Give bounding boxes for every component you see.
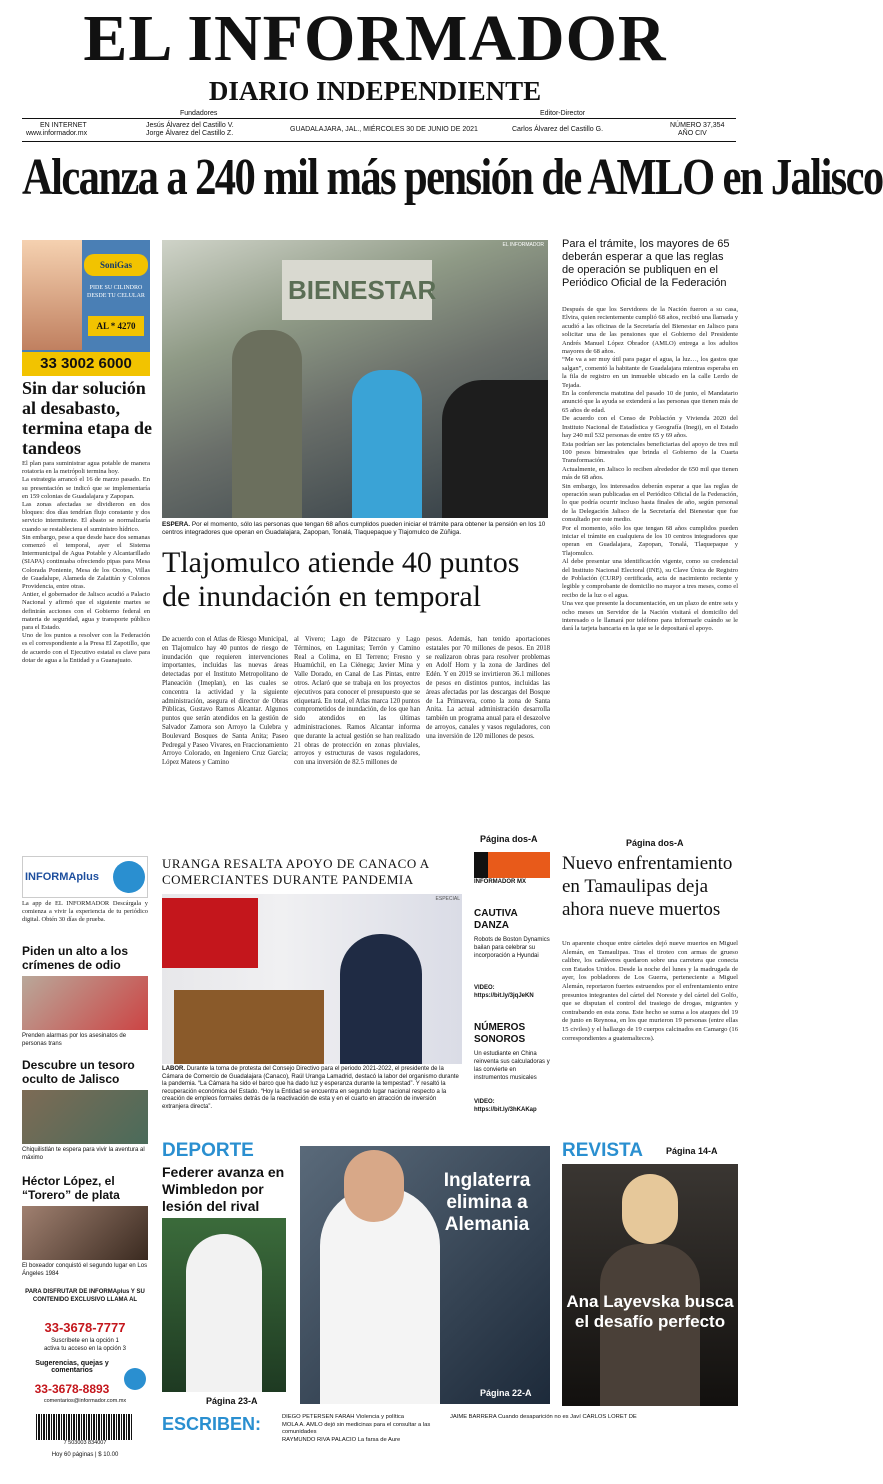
side-title-1[interactable]: Piden un alto a los crímenes de odio — [22, 944, 129, 972]
brief-video-2[interactable]: VIDEO: https://bit.ly/3hKAKap — [474, 1099, 537, 1113]
side-photo-1[interactable] — [22, 976, 148, 1030]
barcode-number: 7 503003 834007 — [30, 1440, 140, 1446]
ad-brand: SoniGas — [84, 254, 148, 276]
left-p2: La estrategia arrancó el 16 de marzo pasado. En su presentación se indicó que se implementaría en 159 colonias de Guadalajara y Zapopan. — [22, 476, 150, 500]
escriben-5[interactable]: CARLOS LORET DE — [582, 1414, 637, 1420]
tlajo-more[interactable]: Página dos-A — [480, 834, 538, 844]
caption-label: ESPERA. — [162, 521, 191, 528]
revista-headline[interactable]: Ana Layevska busca el desafío perfecto — [566, 1292, 734, 1331]
founder-2: Jorge Álvarez del Castillo Z. — [146, 130, 234, 137]
escriben-4[interactable]: JAIME BARRERA Cuando desaparición no es Javí — [450, 1414, 581, 1420]
right-p10: Una vez que presente la documentación, en un plazo de entre seis y ocho meses un Servidor de la Nación visitará el domicilio del interesado o le llamará por teléfono para informarle cuándo se le dará la tarjeta bancaria en la que se le depositará el apoyo. — [562, 600, 738, 633]
ad-photo — [22, 240, 82, 350]
right-story-lead[interactable]: Para el trámite, los mayores de 65 deberán esperar a que las reglas de operación se publiquen en el Periódico Oficial de la Federación — [562, 238, 730, 289]
brief-title-2[interactable]: NÚMEROS SONOROS — [474, 1022, 526, 1045]
uranga-credit: ESPECIAL — [435, 896, 460, 902]
logo-i — [474, 852, 488, 878]
side-photo-2[interactable] — [22, 1090, 148, 1144]
uranga-caption-label: LABOR. — [162, 1066, 185, 1072]
subscribe-phone[interactable]: 33-3678-7777 — [44, 1320, 126, 1335]
brief-body-1: Robots de Boston Dynamics bailan para celebrar su incorporación a Hyundai — [474, 937, 550, 959]
uranga-caption — [162, 1066, 462, 1112]
barcode — [36, 1414, 132, 1442]
side-caption-2: Chiquilistlán te espera para vivir la aventura al máximo — [22, 1147, 145, 1161]
informador-mx-logo[interactable] — [474, 852, 550, 878]
side-title-2[interactable]: Descubre un tesoro oculto de Jalisco — [22, 1058, 135, 1086]
main-photo-caption — [162, 521, 548, 537]
right-p4: De acuerdo con el Censo de Población y Vivienda 2020 del Instituto Nacional de Estadística y Geografía (Inegi), en el Estado hay 240 mil 532 personas de entre 65 y 69 años. — [562, 415, 738, 440]
place-date: GUADALAJARA, JAL., MIÉRCOLES 30 DE JUNIO DE 2021 — [290, 126, 478, 133]
subscribe-title: PARA DISFRUTAR DE INFORMAplus Y SU CONTENIDO EXCLUSIVO LLAMA AL — [25, 1289, 145, 1303]
uranga-photo[interactable] — [162, 894, 462, 1064]
bienestar-sign: BIENESTAR — [282, 260, 432, 320]
phone-icon — [124, 1368, 146, 1390]
revista-photo[interactable] — [562, 1164, 738, 1406]
banner-red — [162, 898, 258, 968]
federer-figure — [186, 1234, 262, 1392]
sonigas-ad[interactable] — [22, 240, 150, 376]
escriben-2[interactable]: MOLA A. AMLO dejó sin medicinas para el consultar a las comunidades — [282, 1421, 431, 1435]
editor-label: Editor-Director — [540, 110, 586, 117]
left-p6: Uno de los puntos a resolver con la Federación es el correspondiente a la Presa El Zapotillo, que de acuerdo con el Ejecutivo estatal es clave para dotar de agua a la Entidad y a Guanajuato. — [22, 632, 150, 664]
england-more[interactable]: Página 22-A — [480, 1388, 532, 1398]
person-2 — [352, 370, 422, 518]
web-label: EN INTERNET — [40, 122, 87, 129]
caption-text: Por el momento, sólo las personas que tengan 68 años cumplidos pueden iniciar el trámite para obtener la pensión en los 10 centros integradores que operan en Guadalajara, Zapopan, Tonalá, Tlaquepaque y Tlajomulco de Zúñiga. — [162, 521, 546, 536]
federer-more[interactable]: Página 23-A — [206, 1396, 258, 1406]
escriben-1[interactable]: DIEGO PETERSEN FARAH Violencia y política — [282, 1414, 404, 1420]
escriben-col-1 — [282, 1414, 432, 1444]
founder-1: Jesús Álvarez del Castillo V. — [146, 122, 234, 129]
left-p1: El plan para suministrar agua potable de manera rotatoria en la metrópoli termina hoy. — [22, 460, 150, 476]
info-bar — [22, 118, 736, 142]
england-headline[interactable]: Inglaterra elimina a Alemania — [443, 1170, 531, 1235]
right-story-more[interactable]: Página dos-A — [626, 838, 684, 848]
right-p9: Al debe presentar una identificación vigente, como su credencial del Instituto Nacional Electoral (INE), su Clave Única de Registro de Población (CURP) certificada, acta de nacimiento reciente y legible y comprobante de domicilio no mayor a tres meses, como el recibo de la luz o el agua. — [562, 558, 738, 599]
escriben-label: ESCRIBEN: — [162, 1414, 262, 1434]
podium — [174, 990, 324, 1064]
left-story-body — [22, 460, 150, 665]
tlajo-col-3: pesos. Además, han tenido aportaciones estatales por 70 millones de pesos. En 2018 se realizaron obras para resolver problemas en Adolf Horn y la zona de Jardines del Edén. Y en 2019 se invirtieron 36.1 millones de pesos en distintos puntos, incluidas las áreas afectadas por las descargas del Bosque de La Primavera, como la zona de Santa Anita. La actual administración desarrolla también un programa anual para el desazolve de arroyos, canales y vasos reguladores, con una inversión de 120 millones de pesos. — [426, 636, 550, 740]
side-photo-3[interactable] — [22, 1206, 148, 1260]
masthead-subtitle: DIARIO INDEPENDIENTE — [208, 76, 542, 106]
left-p3: Las zonas afectadas se dividieron en dos bloques: dos días tendrían flujo constante y dos servicio intermitente. El abasto se normalizaría cuando se restableciera el suministro hídrico. — [22, 501, 150, 533]
right-p3: En la conferencia matutina del pasado 10 de junio, el Mandatario anunció que la ayuda se extenderá a las personas que tienen más de 65 años de edad. — [562, 390, 738, 414]
ad-price: AL * 4270 — [88, 316, 144, 336]
deporte-label: DEPORTE — [162, 1140, 254, 1161]
brief-video-1[interactable]: VIDEO: https://bit.ly/3jqJeKN — [474, 985, 534, 999]
right-p6: Actualmente, en Jalisco lo reciben alrededor de 650 mil que tienen más de 68 años. — [562, 465, 738, 482]
contact-email[interactable]: comentarios@informador.com.mx — [43, 1398, 127, 1404]
tlajo-col-2: al Vivero; Lago de Pátzcuaro y Lago Términos, en Lagunitas; Terrón y Camino Real a Colima, en El Terreno; Fresno y Huamúchil, en La Ciénega; Javier Mina y Valle Dorado, en Canal de Las Pintas, entre otros. Aclaró que se trabaja en los proyectos ejecutivos para conocer el presupuesto que se etiquetará. En total, el Atlas marca 120 puntos comprometidos de inundación, de los que han sido atendidos en las últimas administraciones. Ramos Alcantar informa que durante la actual gestión se han realizado 21 obras de protección en zonas pluviales, arroyos y estructuras de vasos reguladores, con una inversión de 82.5 millones de — [294, 636, 420, 767]
right-p1: Después de que los Servidores de la Nación fueron a su casa, Elvira, quien recientemente cumplió 68 años, recibió una llamada y acudió a las oficinas de la Secretaría del Bienestar en Jalisco para solicitar una de las pensiones que el Gobierno del Presidente Andrés Manuel López Obrador (AMLO) entrega a los adultos mayores de 68 años. — [562, 306, 738, 356]
masthead-title: EL INFORMADOR — [83, 2, 667, 75]
ad-phone: 33 3002 6000 — [22, 352, 150, 376]
right-p7: Sin embargo, los interesados deberán esperar a que las reglas de operación sean publicadas en el Periódico Oficial de la Federación, lo que podría ocurrir incluso hasta finales de año, según personal de la Delegación Jalisco de la Secretaría del Bienestar que fue consultado por este medio. — [562, 482, 738, 524]
side-caption-3: El boxeador conquistó el segundo lugar en Los Ángeles 1984 — [22, 1263, 148, 1277]
tamaulipas-body: Un aparente choque entre cárteles dejó nueve muertos en Miguel Alemán, en Tamaulipas. Tras el tiroteo con armas de grueso calibre, los cadáveres quedaron sobre una carretera que conecta con Estados Unidos. Desde la noche del lunes y la madrugada de ayer, los pobladores de Los Guerra, perteneciente a Miguel Alemán, reportaron fuertes estruendos por el enfrentamiento entre presuntos integrantes del cártel del Noreste y del cártel del Golfo, que se disputan el control del trasiego de drogas, migrantes y contrabando en esta zona. Este hecho se suma a los ataques del 19 de junio en Reynosa, en los que murieron 19 personas (entre ellas 15 civiles) y el hallazgo de 19 cuerpos calcinados en Camargo (16 correspondientes a guatemaltecos). — [562, 940, 738, 1042]
informaplus-title: INFORMAplus — [25, 871, 99, 883]
person-3 — [442, 380, 548, 518]
right-story-body — [562, 306, 738, 634]
escriben-col-2 — [450, 1414, 690, 1422]
tlajo-col-1: De acuerdo con el Atlas de Riesgo Municipal, en Tlajomulco hay 40 puntos de riesgo de inundación que requieren intervenciones importantes, incluidas las nuevas áreas detectadas por el Instituto Metropolitano de Planeación (Imeplan), en las cuales se concentra la actividad y la siguiente administración, asegura el director de Obras Públicas, Gustavo Ramos Alcantar. Algunos puntos que serán atendidos en la gestión de Salvador Zamora son Arroyo la Culebra y Boulevard Bosques de Santa Anita; Paseo Pedregal y Paseo Vivares, en Fraccionamiento Arroyo Colorado, en Ingeniero Cruz García; López Mateos y Camino — [162, 636, 288, 767]
left-p4: Sin embargo, pese a que desde hace dos semanas comenzó el temporal, ayer el Sistema Intermunicipal de Agua Potable y Alcantarillado (SIAPA) continuaba ofreciendo pipas para Mesa Colorada Poniente, Mesa de los Ocotes, Villas de Guadalupe, Alameda de Zalatitán y Colonos Providencia, entre otras. — [22, 533, 150, 591]
left-story-title[interactable]: Sin dar solución al desabasto, termina etapa de tandeos — [22, 378, 152, 458]
informaplus-text: La app de EL INFORMADOR Descárgala y comienza a vivir la experiencia de tu periódico digital. Obtén 30 días de prueba. — [22, 900, 148, 923]
federer-headline[interactable]: Federer avanza en Wimbledon por lesión del rival — [162, 1164, 285, 1214]
brief-title-1[interactable]: CAUTIVA DANZA — [474, 908, 518, 931]
web-url[interactable]: www.informador.mx — [26, 130, 88, 137]
uranga-caption-text: Durante la toma de protesta del Consejo Directivo para el periodo 2021-2022, el presidente de la Cámara de Comercio de Guadalajara (Canaco), Raúl Uranga Lamadrid, destacó la labor del organismo durante la pandemia. “La Cámara ha sido el barco que ha dado luz y esperanza durante la tempestad”. Y resaltó la recuperación económica del Estado. “Hoy la Entidad se encuentra en segundo lugar nacional respecto a la creación de empleos formales detrás de la reactivación de esta y en el cuarto en atracción de inversión extranjera directa”. — [162, 1066, 459, 1110]
informador-mx-text: INFORMADOR MX — [474, 879, 526, 885]
right-p8: Por el momento, sólo los que tengan 68 años cumplidos pueden iniciar el trámite en cualquiera de los 10 centros integradores que operan en Guadalajara, Zapopan, Tonalá, Tlaquepaque y Tlajomulco. — [562, 524, 738, 557]
right-p2: “Me va a ser muy útil para pagar el agua, la luz…, los gastos que salgan”, comentó la habitante de Guadalajara mientras esperaba en la fila de registro en un inmueble ubicado en la calle Lerdo de Tejada. — [562, 356, 738, 389]
suggestions-phone[interactable]: 33-3678-8893 — [34, 1382, 110, 1396]
revista-label: REVISTA — [562, 1140, 643, 1161]
main-photo[interactable] — [162, 240, 548, 518]
person-1 — [232, 330, 302, 518]
editor-name: Carlos Álvarez del Castillo G. — [512, 126, 604, 133]
app-icon — [113, 861, 145, 893]
federer-photo[interactable] — [162, 1218, 286, 1392]
subscribe-line-2: activa tu acceso en la opción 3 — [43, 1346, 127, 1352]
escriben-3[interactable]: RAYMUNDO RIVA PALACIO La farsa de Aure — [282, 1436, 401, 1443]
tlajo-title[interactable]: Tlajomulco atiende 40 puntos de inundación en temporal — [162, 546, 520, 613]
photo-credit: EL INFORMADOR — [502, 242, 544, 248]
subscribe-line-1: Suscríbete en la opción 1 — [51, 1338, 119, 1344]
main-headline[interactable]: Alcanza a 240 mil más pensión de AMLO en Jalisco — [22, 149, 883, 206]
left-p5: Antier, el gobernador de Jalisco acudió a Palacio Nacional y afirmó que el siguiente martes se definirán acciones con el Gobierno federal en materia de seguridad, agua y transporte público para el Estado. — [22, 591, 150, 632]
speaker — [340, 934, 422, 1064]
tamaulipas-title[interactable]: Nuevo enfrentamiento en Tamaulipas deja ahora nueve muertos — [562, 853, 733, 920]
side-caption-1: Prenden alarmas por los asesinatos de personas trans — [22, 1033, 127, 1047]
issue-number: NÚMERO 37,354 — [670, 122, 725, 129]
founders-label: Fundadores — [180, 110, 218, 117]
informaplus-box[interactable] — [22, 856, 148, 898]
issue-year: AÑO CIV — [678, 130, 707, 137]
right-p5: Esta podrían ser las potenciales beneficiarias del apoyo de tres mil 100 pesos bimestrales que brinda el Gobierno de la Cuarta Transformación. — [562, 440, 738, 465]
side-title-3[interactable]: Héctor López, el “Torero” de plata — [22, 1174, 120, 1202]
ad-text: PIDE SU CILINDRO DESDE TU CELULAR — [87, 285, 145, 299]
kane-head — [344, 1150, 404, 1222]
brief-body-2: Un estudiante en China reinventa sus calculadoras y las convierte en instrumentos musicales — [474, 1051, 550, 1081]
uranga-title[interactable]: URANGA RESALTA APOYO DE CANACO A COMERCIANTES DURANTE PANDEMIA — [162, 856, 429, 887]
issue-price: Hoy 60 páginas | $ 10.00 — [51, 1452, 119, 1458]
revista-more[interactable]: Página 14-A — [666, 1146, 718, 1156]
layevska-head — [622, 1174, 678, 1244]
suggestions-label: Sugerencias, quejas y comentarios — [35, 1360, 109, 1374]
